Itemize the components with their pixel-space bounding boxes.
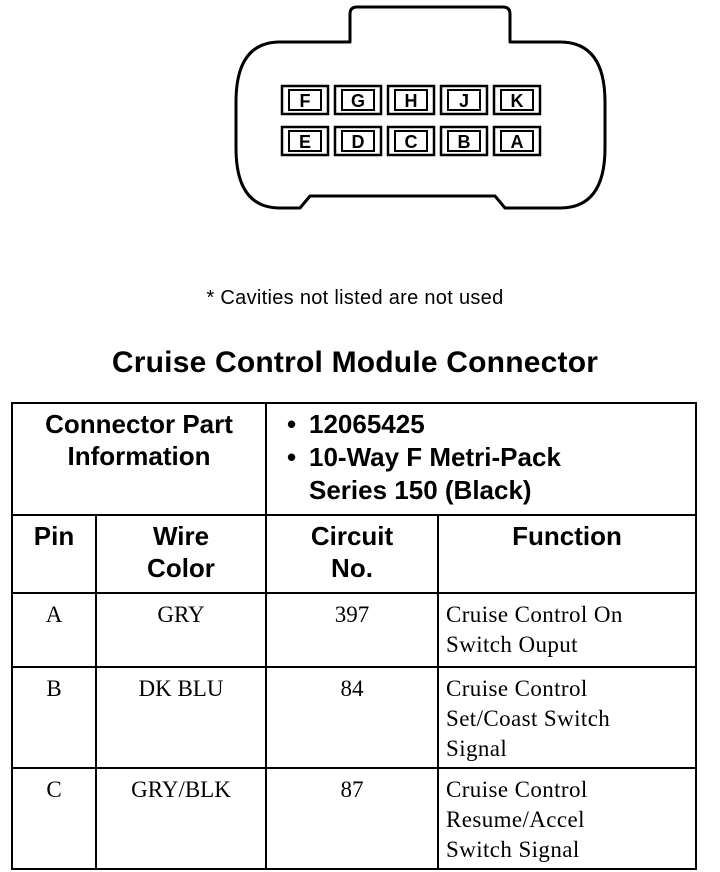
function-line: Signal (446, 736, 508, 761)
part-number-line (287, 408, 695, 441)
connector-info-label (12, 403, 266, 515)
connector-description-line2: Series 150 (Black) (309, 475, 532, 505)
function-line: Cruise Control (446, 676, 588, 701)
connector-info-values (266, 403, 696, 515)
pin-label: E (298, 132, 312, 152)
bullet-icon: • (287, 442, 297, 472)
pin-cavity-d (335, 127, 381, 155)
circuit-cell: 397 (266, 593, 438, 667)
pin-label: D (351, 132, 365, 152)
function-cell (438, 768, 696, 869)
table-row (12, 667, 696, 768)
pin-cavity-a (494, 127, 540, 155)
pin-label: A (510, 132, 524, 152)
part-number: 12065425 (309, 409, 425, 439)
pin-cavity-g (335, 86, 381, 114)
function-line: Cruise Control On (446, 602, 623, 627)
table-row (12, 593, 696, 667)
table-row (12, 768, 696, 869)
connector-face-diagram (0, 0, 720, 240)
pin-label: C (404, 132, 418, 152)
page-title: Cruise Control Module Connector (111, 346, 599, 379)
connector-info-label-line2: Information (67, 441, 211, 471)
pin-label: H (404, 91, 418, 111)
header-wire-color-line1: Wire (152, 521, 210, 551)
pin-cavity-f (282, 86, 328, 114)
bullet-icon: • (287, 409, 297, 439)
function-line: Set/Coast Switch (446, 706, 611, 731)
wire-color-cell: DK BLU (96, 667, 266, 768)
header-function: Function (438, 515, 696, 593)
connector-pinout-table (11, 402, 697, 870)
pin-row-top (282, 86, 540, 114)
function-cell (438, 667, 696, 768)
connector-info-row (12, 403, 696, 515)
connector-housing-outline (236, 7, 605, 208)
function-line: Switch Ouput (446, 632, 578, 657)
pin-cell: B (12, 667, 96, 768)
wire-color-cell: GRY (96, 593, 266, 667)
pin-cell: C (12, 768, 96, 869)
circuit-cell: 84 (266, 667, 438, 768)
header-circuit-line2: No. (331, 553, 373, 583)
function-line: Resume/Accel (446, 807, 585, 832)
pin-cavity-b (441, 127, 487, 155)
pin-cavity-k (494, 86, 540, 114)
column-header-row (12, 515, 696, 593)
pin-cavity-c (388, 127, 434, 155)
function-line: Switch Signal (446, 837, 580, 862)
connector-info-label-line1: Connector Part (45, 409, 233, 439)
header-circuit-no (266, 515, 438, 593)
pin-cavity-j (441, 86, 487, 114)
connector-description-line1 (287, 441, 695, 474)
pin-label: G (350, 91, 366, 111)
pin-row-bottom (282, 127, 540, 155)
function-cell (438, 593, 696, 667)
function-line: Cruise Control (446, 777, 588, 802)
pin-cavity-h (388, 86, 434, 114)
header-pin: Pin (12, 515, 96, 593)
connector-description: 10-Way F Metri-Pack (309, 442, 561, 472)
wire-color-cell: GRY/BLK (96, 768, 266, 869)
pin-label: B (457, 132, 471, 152)
unused-cavities-note: * Cavities not listed are not used (206, 287, 504, 309)
header-circuit-line1: Circuit (310, 521, 394, 551)
header-wire-color (96, 515, 266, 593)
pin-cell: A (12, 593, 96, 667)
pin-label: K (510, 91, 524, 111)
pin-label: F (299, 91, 311, 111)
circuit-cell: 87 (266, 768, 438, 869)
pin-label: J (458, 91, 470, 111)
header-wire-color-line2: Color (147, 553, 215, 583)
pin-cavity-e (282, 127, 328, 155)
